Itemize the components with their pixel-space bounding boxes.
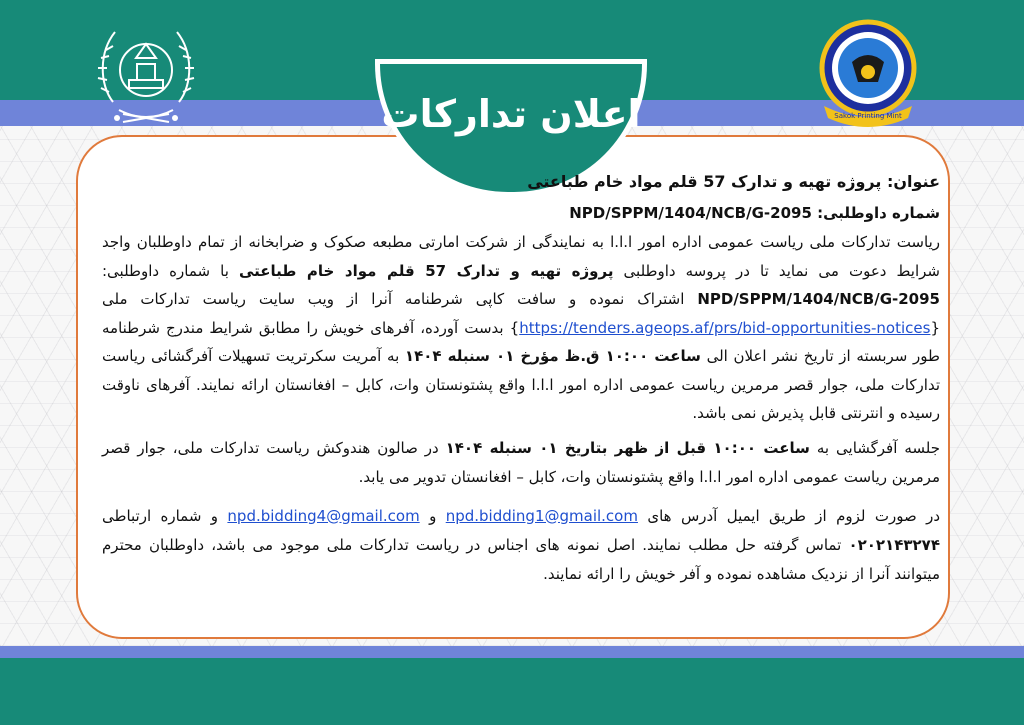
email-link-2[interactable]: npd.bidding4@gmail.com — [227, 506, 420, 525]
press-logo-ribbon: Sakok Printing Mint — [834, 112, 902, 120]
invitation-text-c: اشتراک نموده و سافت کاپی شرطنامه آنرا از ویب سایت ریاست تدارکات ملی { — [102, 290, 940, 337]
press-logo-icon — [816, 14, 920, 132]
afghanistan-emblem-icon — [93, 14, 199, 132]
paragraph-opening — [102, 434, 940, 492]
notice-body — [102, 170, 940, 589]
contact-text-c: تماس گرفته حل مطلب نمایند. اصل نمونه های اجناس در ریاست تدارکات ملی موجود می باشد، داوطلبان محترم میتوانند آنرا از نزدیک مشاهده نموده و آفر خویش را ارائه نمایند. — [102, 535, 940, 583]
invitation-text-a: ریاست تدارکات ملی ریاست عمومی اداره امور ا.ا.ا به نمایندگی از شرکت امارتی مطبعه صکوک و ضرابخانه از تمام داوطلبان واجد شرایط دعوت می نماید تا در پروسه داوطلبی — [102, 233, 940, 280]
notice-subject: عنوان: پروژه تهیه و تدارک 57 قلم مواد خام طباعتی — [527, 172, 940, 191]
reference-number: NPD/SPPM/1404/NCB/G-2095 — [569, 204, 812, 222]
opening-text-b: در صالون هندوکش ریاست تدارکات ملی، جوار قصر مرمرین ریاست عمومی اداره امور ا.ا.ا واقع پشتونستان وات، کابل – افغانستان تدویر می یابد. — [102, 438, 940, 486]
page-title: اعلان تدارکات — [381, 92, 641, 136]
paragraph-contact — [102, 502, 940, 589]
contact-phone: ۰۲۰۲۱۴۳۲۷۴ — [848, 535, 940, 554]
submission-deadline: ساعت ۱۰:۰۰ ق.ظ مؤرخ ۰۱ سنبله ۱۴۰۴ — [404, 347, 701, 365]
notice-reference — [102, 202, 940, 224]
contact-and: و — [419, 506, 446, 525]
opening-text-a: جلسه آفرگشایی به — [809, 438, 940, 457]
footer-band — [0, 658, 1024, 725]
paragraph-invitation — [102, 228, 940, 428]
invitation-text-d: } بدست آورده، آفرهای خویش را مطابق شرایط مندرج شرطنامه طور سربسته از تاریخ نشر اعلان الی — [102, 318, 940, 365]
reference-label: شماره داوطلبی: — [817, 204, 940, 222]
contact-text-b: و شماره ارتباطی — [102, 506, 228, 525]
email-link-1[interactable]: npd.bidding1@gmail.com — [445, 506, 638, 525]
opening-time: ساعت ۱۰:۰۰ قبل از ظهر بتاریخ ۰۱ سنبله ۱۴۰۴ — [445, 438, 810, 457]
project-name: پروژه تهیه و تدارک 57 قلم مواد خام طباعتی — [238, 261, 614, 280]
contact-text-a: در صورت لزوم از طریق ایمیل آدرس های — [637, 506, 940, 525]
tender-portal-link[interactable]: https://tenders.ageops.af/prs/bid-opportunities-notices — [519, 318, 931, 337]
invitation-text-b: با شماره داوطلبی: — [102, 261, 239, 280]
invitation-text-e: به آمریت سکرتریت تسهیلات آفرگشائی ریاست تدارکات ملی، جوار قصر مرمرین ریاست عمومی اداره امور ا.ا.ا واقع پشتونستان وات، کابل – افغانستان ارائه نمایند. آفرهای ناوقت رسیده و انترنتی قابل پذیرش نمی باشد. — [102, 347, 940, 422]
invitation-reference: NPD/SPPM/1404/NCB/G-2095 — [697, 290, 940, 308]
footer-accent-band — [0, 646, 1024, 658]
